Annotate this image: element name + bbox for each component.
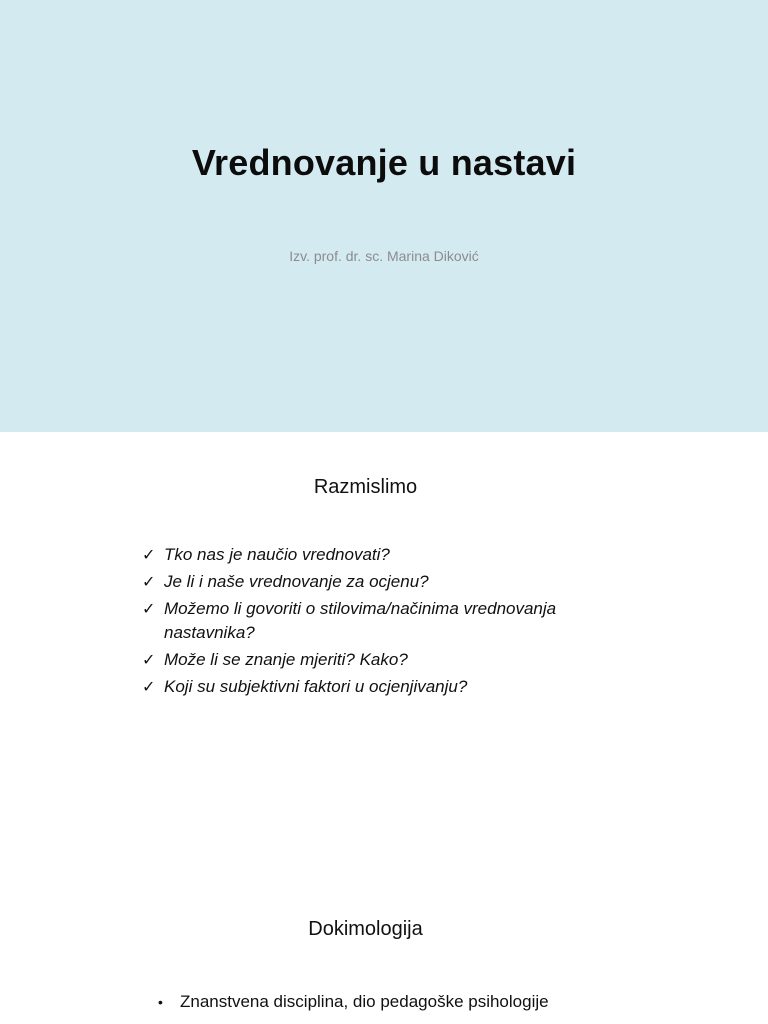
list-item-text: Znanstvena disciplina, dio pedagoške psihologije (180, 992, 549, 1011)
list-item (142, 597, 612, 645)
list-item (142, 648, 612, 672)
question-list (142, 543, 612, 702)
list-item-text: Možemo li govoriti o stilovima/načinima vrednovanja nastavnika? (164, 599, 557, 642)
list-item (158, 990, 628, 1014)
reflection-slide (0, 432, 768, 864)
bullet-icon: • (158, 994, 163, 1010)
list-item-text: Koji su subjektivni faktori u ocjenjivanju? (164, 677, 468, 696)
list-item (142, 543, 612, 567)
author-subtitle: Izv. prof. dr. sc. Marina Diković (289, 248, 479, 264)
checkmark-icon: ✓ (142, 599, 156, 618)
checkmark-icon: ✓ (142, 572, 156, 591)
list-item-text: Je li i naše vrednovanje za ocjenu? (164, 572, 429, 591)
list-item-text: Tko nas je naučio vrednovati? (164, 545, 390, 564)
checkmark-icon: ✓ (142, 650, 156, 669)
title-slide (0, 0, 768, 432)
list-item (142, 570, 612, 594)
checkmark-icon: ✓ (142, 545, 156, 564)
list-item (142, 675, 612, 699)
presentation-title: Vrednovanje u nastavi (191, 142, 577, 183)
list-item-text: Može li se znanje mjeriti? Kako? (164, 650, 408, 669)
definition-list (158, 990, 628, 1018)
slide-heading: Dokimologija (308, 918, 423, 940)
slide-heading: Razmislimo (313, 476, 418, 498)
checkmark-icon: ✓ (142, 677, 156, 696)
dokimologija-slide (0, 864, 768, 1024)
